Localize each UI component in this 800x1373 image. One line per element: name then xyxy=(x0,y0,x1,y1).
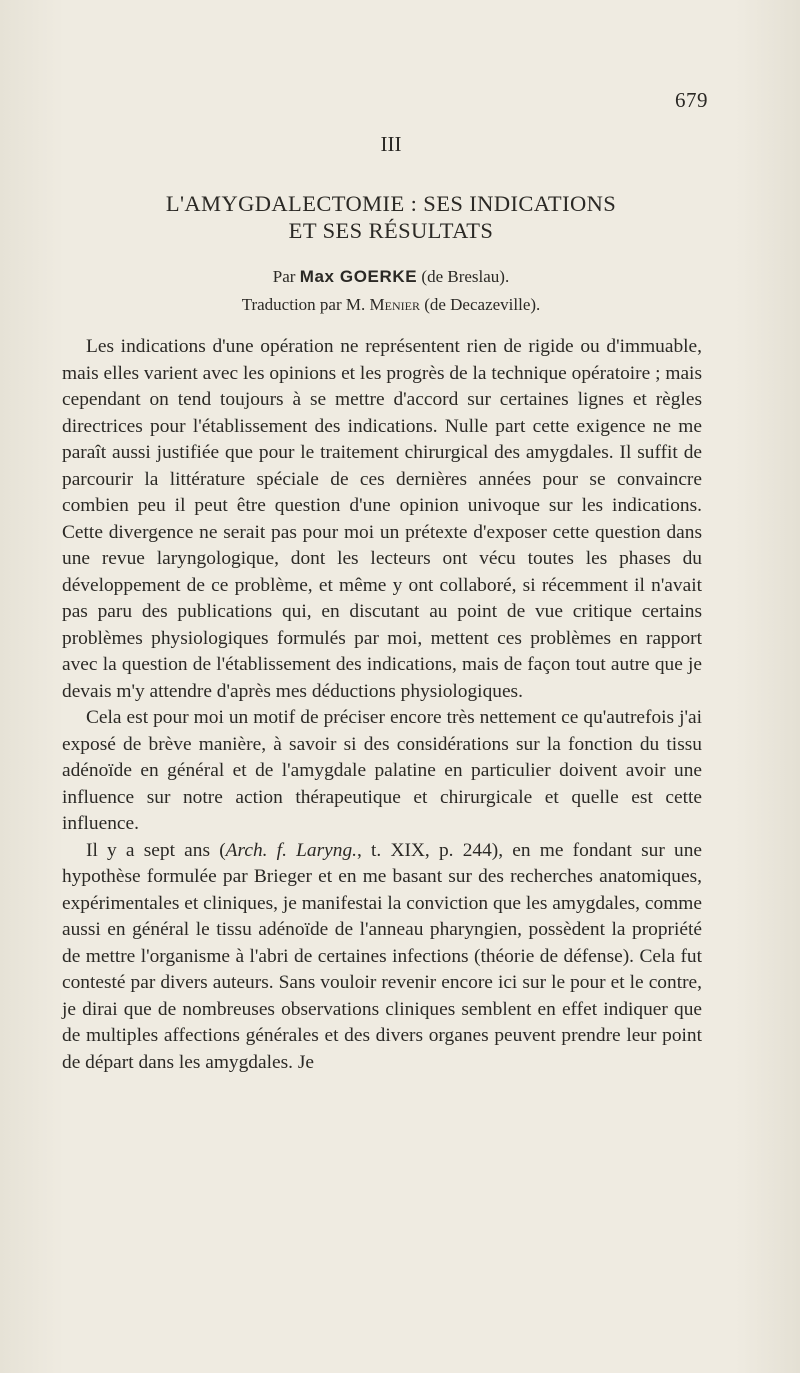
paragraph-3-rest: , t. XIX, p. 244), en me fondant sur une hypothèse formulée par Brieger et en me basant sur des recherches anatomiques, expérimentales et cliniques, je manifestai la conviction que les amygdales, comme aussi en général le tissu adénoïde de l'anneau pharyngien, possèdent la propriété de mettre l'organisme à l'abri de certaines infections (théorie de défense). Cela fut contesté par divers auteurs. Sans vouloir revenir encore ici sur le pour et le contre, je dirai que de nombreuses observations cliniques semblent en effet indiquer que de multiples affections générales et des divers organes peuvent prendre leur point de départ dans les amygdales. Je xyxy=(62,839,702,1073)
author-affiliation: (de Breslau). xyxy=(421,267,510,286)
article-title-line-1: L'AMYGDALECTOMIE : SES INDICATIONS xyxy=(165,191,617,216)
paragraph-3 xyxy=(62,838,702,1077)
journal-citation: Arch. f. Laryng. xyxy=(225,839,357,861)
paragraph-2: Cela est pour moi un motif de préciser encore très nettement ce qu'autrefois j'ai exposé de brève manière, à savoir si des considérations sur la fonction du tissu adénoïde en général et de l'amygdale palatine en particulier doivent avoir une influence sur notre action thérapeutique et chirurgicale et quelle est cette influence. xyxy=(62,707,702,834)
author-prefix: Par xyxy=(272,267,296,286)
translation-prefix: Traduction par M. xyxy=(241,295,366,314)
author-name: Max GOERKE xyxy=(299,267,418,286)
article-title-line-2: ET SES RÉSULTATS xyxy=(288,218,494,243)
translator-affiliation: (de Decazeville). xyxy=(424,295,541,314)
article-body xyxy=(62,334,702,1076)
author-line xyxy=(0,263,782,291)
paragraph-3-start: Il y a sept ans ( xyxy=(86,839,226,861)
page-number: 679 xyxy=(675,88,708,112)
part-number: III xyxy=(380,132,402,156)
byline xyxy=(0,263,782,319)
paragraph-1: Les indications d'une opération ne représentent rien de rigide ou d'immuable, mais elles varient avec les opinions et les progrès de la technique opératoire ; mais cependant on tend toujours à se mettre d'accord sur certaines lignes et règles directrices pour l'établissement des indications. Nulle part cette exigence ne me paraît aussi justifiée que pour le traitement chirurgical des amygdales. Il suffit de parcourir la littérature spéciale de ces dernières années pour se convaincre combien peu il peut être question d'une opinion univoque sur les indications. Cette divergence ne serait pas pour moi un prétexte d'exposer cette question dans une revue laryngologique, dont les lecteurs ont vécu toutes les phases du développement de ce problème, et même y ont collaboré, si récemment il n'avait pas paru des publications qui, en discutant au point de vue critique certains problèmes physiologiques formulés par moi, mettent ces problèmes en rapport avec la question de l'établissement des indications, mais de façon tout autre que je devais m'y attendre d'après mes déductions physiologiques. xyxy=(62,336,702,702)
article-title xyxy=(0,190,782,244)
translator-line xyxy=(0,291,782,319)
translator-name: Menier xyxy=(369,295,420,314)
